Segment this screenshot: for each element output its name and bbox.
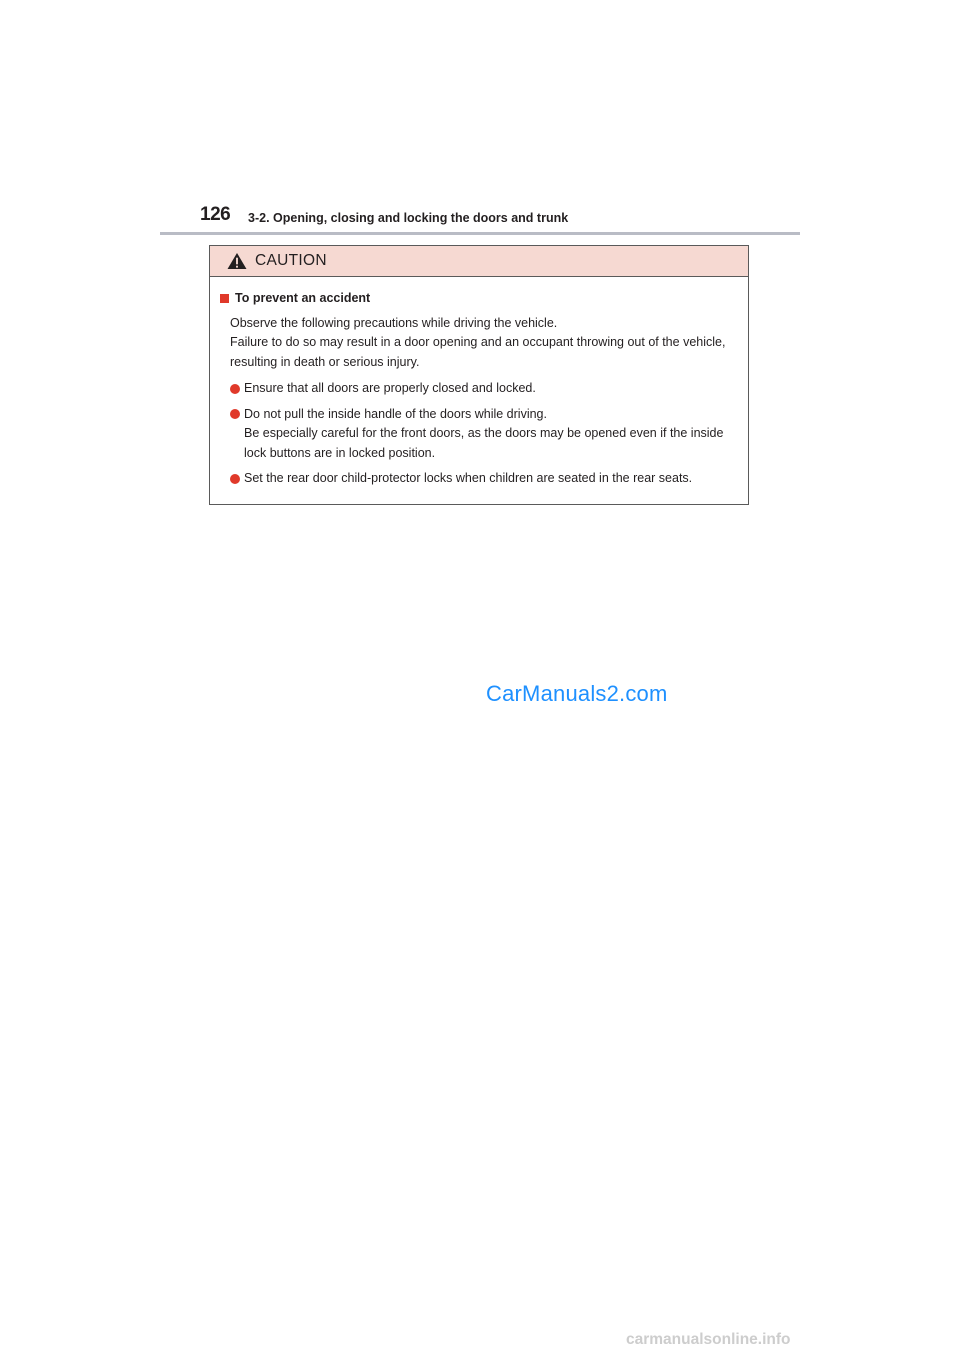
topic-title: To prevent an accident [235,291,371,305]
item-line: Ensure that all doors are properly closed and locked. [244,381,536,395]
caution-box [209,245,749,505]
caution-intro [220,314,740,373]
watermark: CarManuals2.com [486,681,668,706]
circle-bullet-icon [230,384,240,394]
item-line: Be especially careful for the front doors, as the doors may be opened even if the inside lock buttons are in locked position. [244,426,724,460]
intro-line: Failure to do so may result in a door opening and an occupant throwing out of the vehicle, resulting in death or serious injury. [230,335,726,369]
item-line: Do not pull the inside handle of the doors while driving. [244,406,547,421]
caution-topic [220,289,740,309]
section-title: 3-2. Opening, closing and locking the doors and trunk [248,211,569,225]
caution-header [210,246,748,277]
square-bullet-icon [220,294,229,303]
intro-line: Observe the following precautions while driving the vehicle. [230,315,558,330]
page-header [160,204,800,236]
list-item [220,379,740,399]
header-rule [160,232,800,235]
circle-bullet-icon [230,409,240,419]
page-number: 126 [200,204,231,225]
item-line: Set the rear door child-protector locks when children are seated in the rear seats. [244,471,693,485]
caution-body [210,277,748,489]
list-item [220,405,740,464]
footer-watermark: carmanualsonline.info [626,1331,791,1348]
warning-triangle-icon [226,252,248,270]
circle-bullet-icon [230,474,240,484]
list-item [220,469,740,489]
caution-label: CAUTION [255,252,327,269]
